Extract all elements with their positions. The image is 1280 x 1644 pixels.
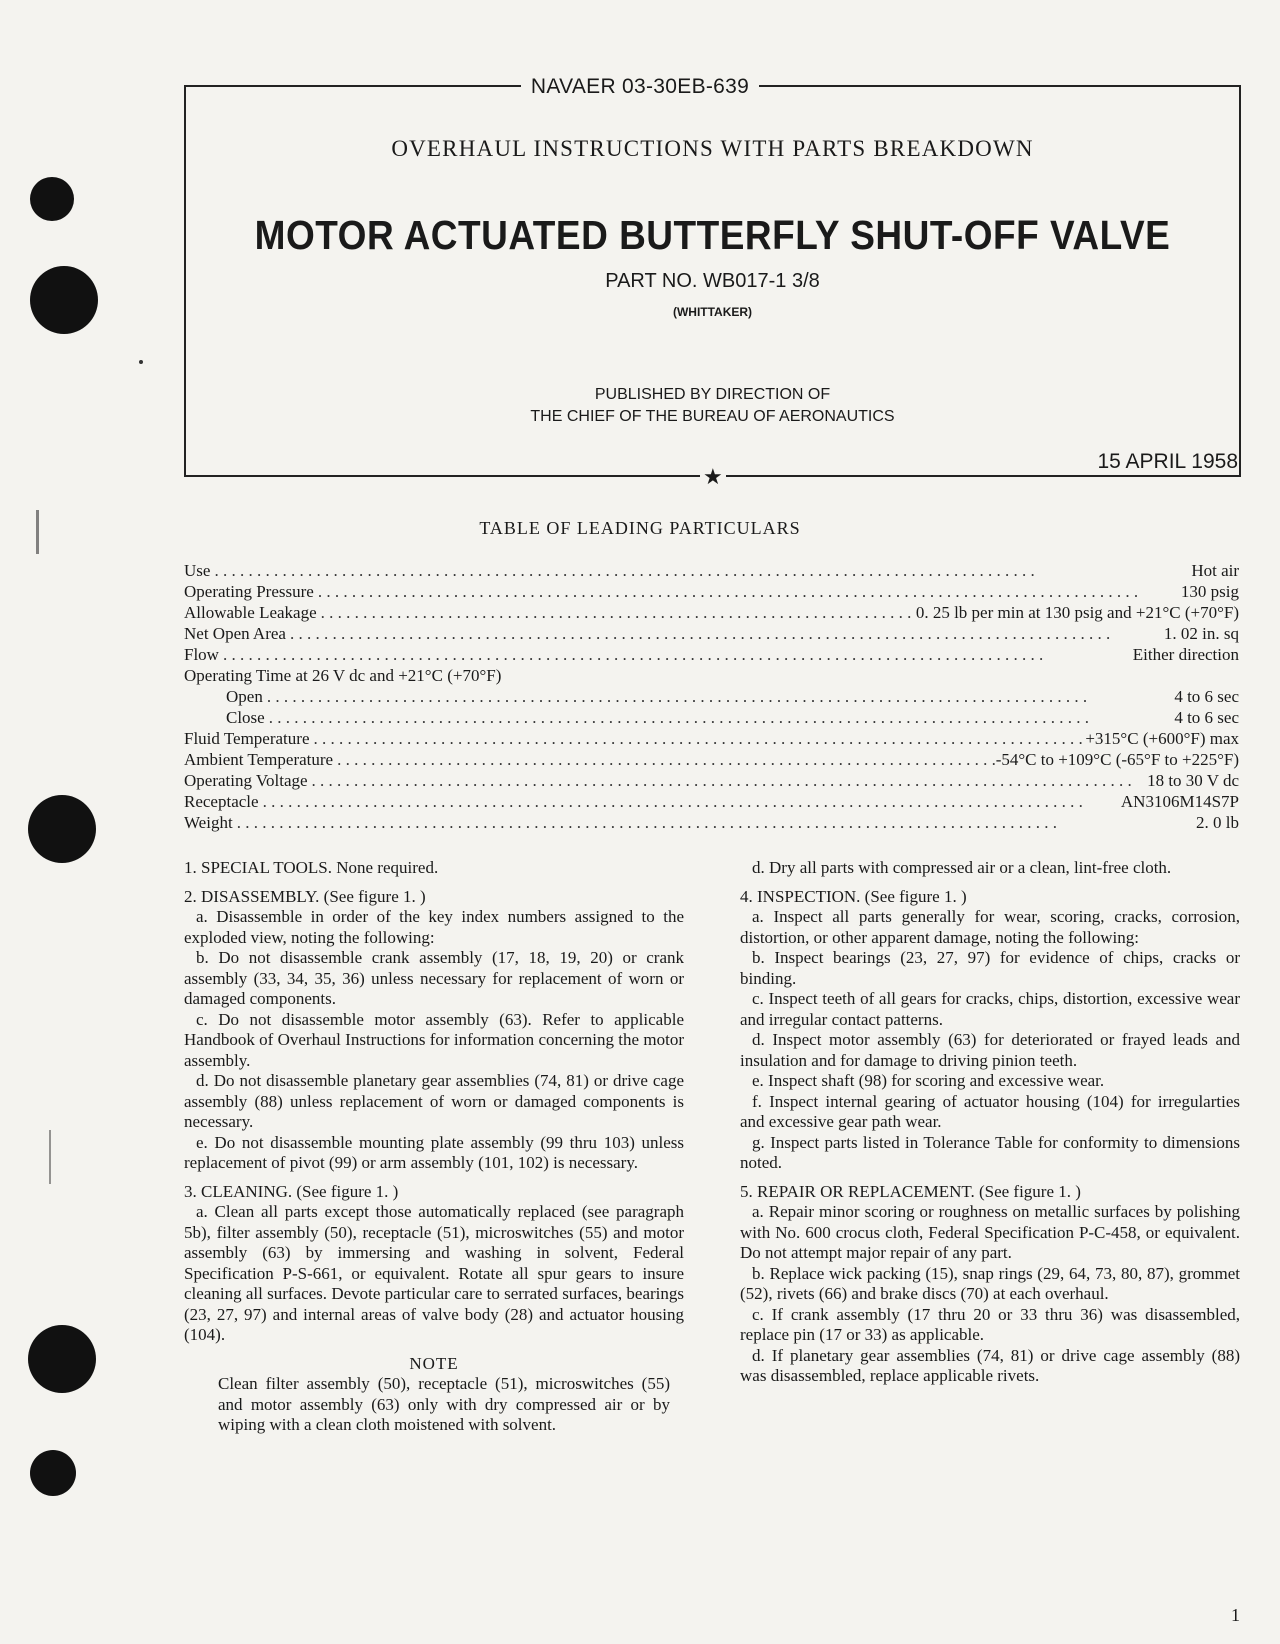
dot-leader (210, 560, 1191, 581)
binder-hole-5 (30, 1450, 76, 1496)
left-column (184, 858, 684, 1436)
row-value: 0. 25 lb per min at 130 psig and +21°C (+70°F) (915, 603, 1239, 622)
table-row (184, 665, 1239, 686)
paragraph-2a: a. Disassemble in order of the key index numbers assigned to the exploded view, noting the following: (184, 907, 684, 947)
row-label: Receptacle (184, 792, 259, 811)
row-label: Net Open Area (184, 624, 286, 643)
row-value: Hot air (1191, 561, 1239, 580)
row-label: Flow (184, 645, 219, 664)
paragraph-4e: e. Inspect shaft (98) for scoring and excessive wear. (752, 1071, 1105, 1090)
row-label: Ambient Temperature (184, 750, 334, 769)
paragraph-2b: b. Do not disassemble crank assembly (17, 18, 19, 20) or crank assembly (33, 34, 35, 36) unless necessary for replacement of worn or damaged components. (184, 948, 684, 1008)
dot-leader (265, 707, 1175, 728)
scan-speck (49, 1130, 51, 1184)
table-row (184, 623, 1239, 644)
star-icon: ★ (700, 464, 726, 490)
document-number: NAVAER 03-30EB-639 (0, 75, 1280, 99)
paragraph-4d: d. Inspect motor assembly (63) for deteriorated or frayed leads and insulation and for damage to driving pinion teeth. (740, 1030, 1240, 1070)
publisher-line-1: PUBLISHED BY DIRECTION OF (594, 386, 831, 403)
paragraph-5b: b. Replace wick packing (15), snap rings (29, 64, 73, 80, 87), grommet (52), rivets (66) and brake discs (70) at each overhaul. (740, 1263, 1240, 1303)
row-value: 1. 02 in. sq (1163, 624, 1239, 643)
dot-leader (263, 686, 1174, 707)
dot-leader (310, 728, 1086, 749)
row-label: Weight (184, 813, 233, 832)
page-number: 1 (1231, 1605, 1240, 1625)
binder-hole-4 (28, 1325, 96, 1393)
dot-leader (259, 791, 1121, 812)
row-label: Operating Voltage (184, 771, 308, 790)
row-value: 130 psig (1180, 582, 1239, 601)
particulars-table (184, 560, 1239, 833)
publisher-line-2: THE CHIEF OF THE BUREAU OF AERONAUTICS (530, 408, 895, 425)
table-row (184, 560, 1239, 581)
page-title: MOTOR ACTUATED BUTTERFLY SHUT-OFF VALVE (254, 212, 1171, 258)
dot-leader (286, 623, 1164, 644)
paragraph-5a: a. Repair minor scoring or roughness on metallic surfaces by polishing with No. 600 crocus cloth, Federal Specification P-C-458, or equivalent. Do not attempt major repair of any part. (740, 1202, 1240, 1262)
publication-date: 15 APRIL 1958 (1097, 450, 1238, 473)
publisher-block (184, 384, 1241, 428)
table-row (184, 686, 1239, 707)
paragraph-4b: b. Inspect bearings (23, 27, 97) for evidence of chips, cracks or binding. (740, 948, 1240, 988)
row-label: Close (226, 708, 265, 727)
table-row (184, 644, 1239, 665)
row-label: Operating Time at 26 V dc and +21°C (+70°F) (184, 666, 502, 685)
paragraph-4c: c. Inspect teeth of all gears for cracks, chips, distortion, excessive wear and irregular contact patterns. (740, 989, 1240, 1029)
note-body: Clean filter assembly (50), receptacle (51), microswitches (55) and motor assembly (63) only with dry compressed air or by wiping with a clean cloth moistened with solvent. (218, 1374, 670, 1434)
binder-hole-3 (28, 795, 96, 863)
table-title: TABLE OF LEADING PARTICULARS (479, 518, 801, 538)
row-value: Either direction (1132, 645, 1239, 664)
section-1-heading: 1. SPECIAL TOOLS. None required. (184, 858, 439, 877)
table-row (184, 728, 1239, 749)
paragraph-5c: c. If crank assembly (17 thru 20 or 33 thru 36) was disassembled, replace pin (17 or 33) as applicable. (740, 1304, 1240, 1344)
paragraph-3a: a. Clean all parts except those automatically replaced (see paragraph 5b), filter assembly (50), receptacle (51), microswitches (55) and motor assembly (63) by immersing and washing in solvent, Federal Specification P-S-661, or equivalent. Rotate all spur gears to insure cleaning all surfaces. Devote particular care to serrated surfaces, bearings (23, 27, 97) and internal areas of valve body (28) and actuator housing (104). (184, 1202, 684, 1344)
dot-leader (233, 812, 1196, 833)
row-value: 2. 0 lb (1196, 813, 1239, 832)
table-row (184, 770, 1239, 791)
row-value: 4 to 6 sec (1174, 687, 1239, 706)
paragraph-5d: d. If planetary gear assemblies (74, 81) or drive cage assembly (88) was disassembled, replace applicable rivets. (740, 1345, 1240, 1385)
paragraph-4g: g. Inspect parts listed in Tolerance Table for conformity to dimensions noted. (740, 1132, 1240, 1172)
table-row (184, 791, 1239, 812)
section-2-heading: 2. DISASSEMBLY. (See figure 1. ) (184, 886, 426, 906)
paragraph-2e: e. Do not disassemble mounting plate assembly (99 thru 103) unless replacement of pivot (99) or arm assembly (101, 102) is necessary. (184, 1132, 684, 1172)
paragraph-2d: d. Do not disassemble planetary gear assemblies (74, 81) or drive cage assembly (88) unless replacement of worn or damaged components is necessary. (184, 1071, 684, 1131)
table-row (184, 812, 1239, 833)
row-label: Fluid Temperature (184, 729, 310, 748)
table-row (184, 707, 1239, 728)
paragraph-4a: a. Inspect all parts generally for wear, scoring, cracks, corrosion, distortion, or other apparent damage, noting the following: (740, 907, 1240, 947)
scan-speck (139, 360, 143, 364)
row-label: Use (184, 561, 211, 580)
dot-leader (314, 581, 1181, 602)
row-value: 18 to 30 V dc (1147, 771, 1239, 790)
document-subtitle: OVERHAUL INSTRUCTIONS WITH PARTS BREAKDOWN (391, 136, 1034, 161)
row-label: Operating Pressure (184, 582, 314, 601)
table-row (184, 602, 1239, 623)
note-heading: NOTE (409, 1353, 459, 1373)
binder-hole-1 (30, 177, 74, 221)
binder-hole-2 (30, 266, 98, 334)
paragraph-3d: d. Dry all parts with compressed air or a clean, lint-free cloth. (752, 858, 1172, 877)
row-value: 4 to 6 sec (1174, 708, 1239, 727)
dot-leader (308, 770, 1148, 791)
section-4-heading: 4. INSPECTION. (See figure 1. ) (740, 886, 967, 906)
table-row (184, 581, 1239, 602)
table-row (184, 749, 1239, 770)
row-value: +315°C (+600°F) max (1085, 729, 1239, 748)
row-label: Open (226, 687, 263, 706)
paragraph-4f: f. Inspect internal gearing of actuator housing (104) for irregularties and excessive gear path wear. (740, 1091, 1240, 1131)
section-5-heading: 5. REPAIR OR REPLACEMENT. (See figure 1. ) (740, 1181, 1081, 1201)
manufacturer: (WHITTAKER) (672, 305, 753, 319)
dot-leader (317, 602, 916, 623)
row-label: Allowable Leakage (184, 603, 317, 622)
right-column (740, 858, 1240, 1387)
part-number: PART NO. WB017-1 3/8 (605, 270, 820, 292)
paragraph-2c: c. Do not disassemble motor assembly (63). Refer to applicable Handbook of Overhaul Instructions for information concerning the motor assembly. (184, 1009, 684, 1070)
row-value: -54°C to +109°C (-65°F to +225°F) (995, 750, 1239, 769)
section-3-heading: 3. CLEANING. (See figure 1. ) (184, 1181, 399, 1201)
dot-leader (333, 749, 996, 770)
row-value: AN3106M14S7P (1120, 792, 1239, 811)
dot-leader (219, 644, 1133, 665)
